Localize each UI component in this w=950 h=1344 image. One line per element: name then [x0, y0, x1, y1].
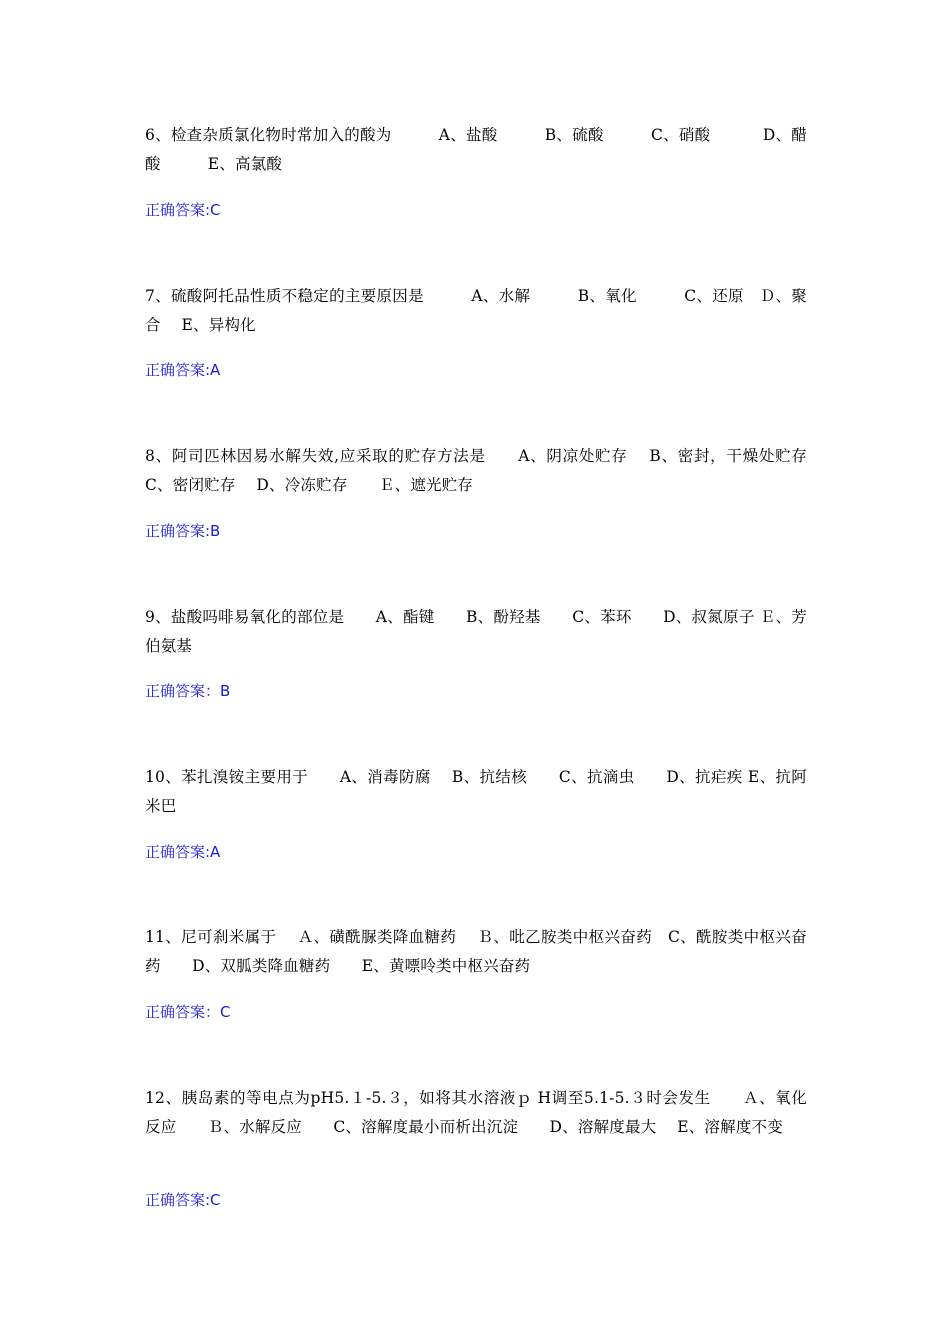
answer-6: 正确答案:C: [145, 201, 221, 219]
answer-9: 正确答案：B: [145, 682, 231, 700]
question-12: 12、胰岛素的等电点为pH5.１-5.３，如将其水溶液ｐ H调至5.1-5.３时会发生 Ａ、氧化反应 Ｂ、水解反应 C、溶解度最小而析出沉淀 D、溶解度最大 E、溶解度不变: [145, 1089, 807, 1136]
answer-7: 正确答案:A: [145, 361, 221, 379]
question-7: 7、硫酸阿托品性质不稳定的主要原因是 A、水解 B、氧化 C、还原 Ｄ、聚合 E、异构化: [145, 287, 807, 334]
question-11: 11、尼可刹米属于 Ａ、磺酰脲类降血糖药 Ｂ、吡乙胺类中枢兴奋药 C、酰胺类中枢兴奋药 D、双胍类降血糖药 E、黄嘌呤类中枢兴奋药: [145, 928, 807, 975]
answer-8: 正确答案:B: [145, 522, 221, 540]
question-9: 9、盐酸吗啡易氧化的部位是 A、酯键 B、酚羟基 C、苯环 D、叔氮原子 Ｅ、芳伯氨基: [145, 608, 807, 655]
answer-11: 正确答案：C: [145, 1003, 231, 1021]
answer-12: 正确答案:C: [145, 1191, 221, 1209]
question-10: 10、苯扎溴铵主要用于 A、消毒防腐 B、抗结核 C、抗滴虫 D、抗疟疾 E、抗阿米巴: [145, 768, 807, 815]
answer-10: 正确答案:A: [145, 843, 221, 861]
question-8: 8、阿司匹林因易水解失效,应采取的贮存方法是 A、阴凉处贮存 B、密封，干燥处贮存 C、密闭贮存 D、冷冻贮存 Ｅ、遮光贮存: [145, 447, 828, 494]
question-6: 6、检查杂质氯化物时常加入的酸为 A、盐酸 B、硫酸 C、硝酸 D、醋酸 E、高氯酸: [145, 126, 807, 173]
